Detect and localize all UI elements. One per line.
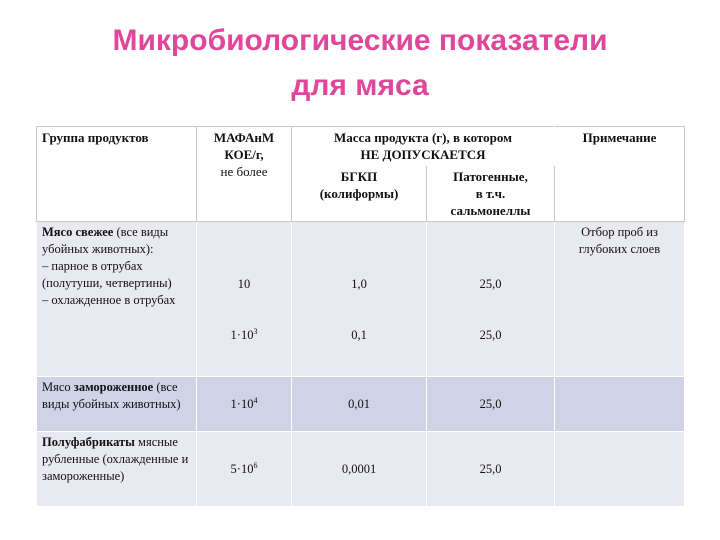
cell-mafanm: 10 $1\cdot 10^3$ <box>197 222 292 377</box>
cell-group: Мясо свежее (все виды убойных животных): – парное в отрубах (полутуши, четвертины) – охлажденное в отрубах <box>37 222 197 377</box>
header-mass: Масса продукта (г), в котором НЕ ДОПУСКАЕТСЯ <box>292 127 555 166</box>
cell-note: Отбор проб из глубоких слоев <box>555 222 685 377</box>
cell-bgkp: 1,0 0,1 <box>292 222 427 377</box>
header-mafanm: МАФАнМ КОЕ/г, не более <box>197 127 292 222</box>
cell-group: Мясо замороженное (все виды убойных животных) <box>37 377 197 432</box>
slide-title <box>0 18 720 108</box>
header-bgkp: БГКП (колиформы) <box>292 166 427 222</box>
table-row-semi-finished <box>37 432 685 507</box>
cell-pathogen: 25,0 <box>427 377 555 432</box>
cell-mafanm: $5\cdot 10^6$ <box>197 432 292 507</box>
microbiology-table <box>36 126 685 507</box>
header-note: Примечание <box>555 127 685 222</box>
table-row-frozen-meat <box>37 377 685 432</box>
cell-bgkp: 0,0001 <box>292 432 427 507</box>
cell-mafanm: $1\cdot 10^4$ <box>197 377 292 432</box>
cell-group: Полуфабрикаты мясные рубленные (охлажденные и замороженные) <box>37 432 197 507</box>
cell-bgkp: 0,01 <box>292 377 427 432</box>
title-line-2: для мяса <box>291 69 429 102</box>
cell-note <box>555 432 685 507</box>
title-line-1: Микробиологические показатели <box>112 24 608 57</box>
cell-note <box>555 377 685 432</box>
header-group: Группа продуктов <box>37 127 197 222</box>
cell-pathogen: 25,0 25,0 <box>427 222 555 377</box>
table-row-fresh-meat <box>37 222 685 377</box>
cell-pathogen: 25,0 <box>427 432 555 507</box>
header-row-1 <box>37 127 685 166</box>
header-pathogen: Патогенные, в т.ч. сальмонеллы <box>427 166 555 222</box>
